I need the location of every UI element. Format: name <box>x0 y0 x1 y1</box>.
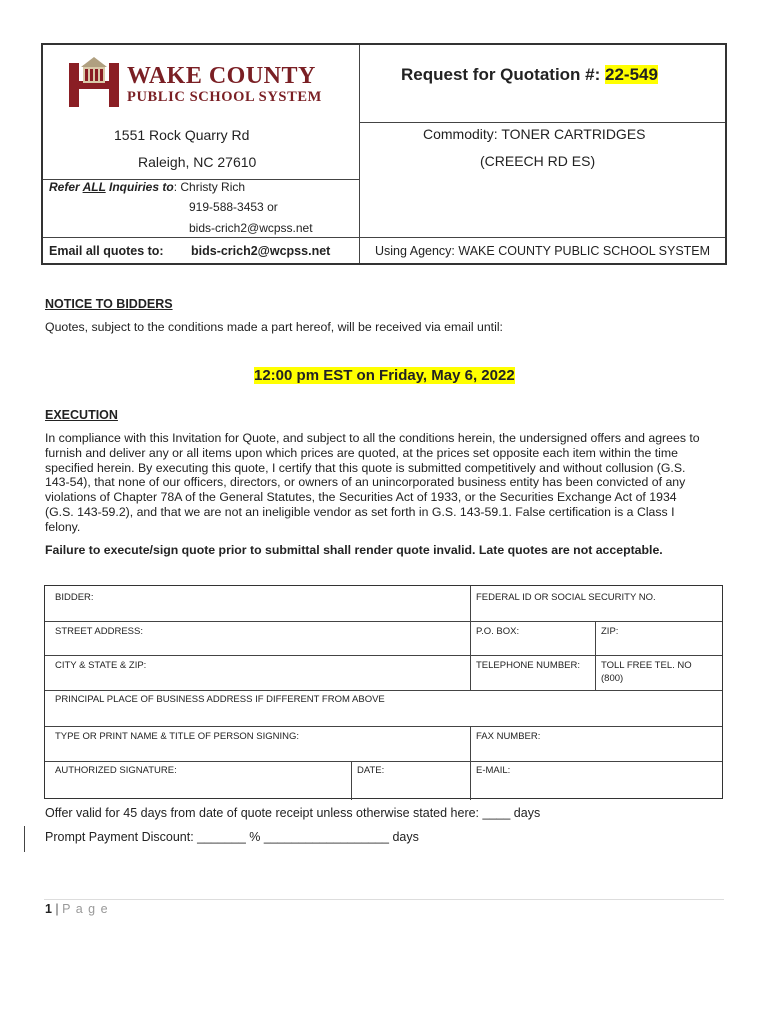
form-rule <box>595 621 596 690</box>
rfq-number: 22-549 <box>605 65 658 84</box>
header-divider <box>359 122 725 123</box>
inquiries-name: : Christy Rich <box>173 180 246 194</box>
toll-free-prefix: (800) <box>601 673 624 684</box>
page-number: 1 <box>45 902 52 916</box>
form-rule <box>45 726 722 727</box>
email-quotes-label: Email all quotes to: <box>49 244 164 258</box>
footer-rule <box>44 899 724 900</box>
header-divider <box>359 45 360 263</box>
email-quotes-value: bids-crich2@wcpss.net <box>191 244 331 258</box>
inquiries-all: ALL <box>82 180 106 194</box>
signature-field[interactable]: AUTHORIZED SIGNATURE: <box>55 765 177 776</box>
page-footer <box>45 902 109 916</box>
page-word: P a g e <box>62 902 109 916</box>
deadline: 12:00 pm EST on Friday, May 6, 2022 <box>254 367 515 384</box>
inquiries-line <box>49 180 245 194</box>
form-rule <box>45 621 722 622</box>
logo-title: WAKE COUNTY <box>127 63 316 89</box>
page-separator: | <box>51 902 63 916</box>
offer-valid-text: Offer valid for 45 days from date of quote receipt unless otherwise stated here: ____ days <box>45 806 541 820</box>
email-field[interactable]: E-MAIL: <box>476 765 511 776</box>
rfq-label: Request for Quotation #: <box>401 65 601 84</box>
notice-text: Quotes, subject to the conditions made a part hereof, will be received via email until: <box>45 320 503 334</box>
form-rule <box>45 761 722 762</box>
school-logo-icon <box>69 57 125 113</box>
date-field[interactable]: DATE: <box>357 765 385 776</box>
form-rule <box>470 726 471 800</box>
po-box-field[interactable]: P.O. BOX: <box>476 626 520 637</box>
inquiries-suffix: Inquiries to <box>105 180 174 194</box>
execution-line: specified herein. By executing this quote, I certify that this quote is submitted competitively and without collusion (G.S. <box>45 460 686 475</box>
execution-line: In compliance with this Invitation for Quote, and subject to all the conditions herein, the undersigned offers and agrees to <box>45 431 700 445</box>
address-line2: Raleigh, NC 27610 <box>138 154 257 170</box>
notice-title: NOTICE TO BIDDERS <box>45 297 173 311</box>
execution-line: (G.S. 143-59.2), and that we are not an ineligible vendor as set forth in G.S. 143-59.1. False certification is a Class I <box>45 504 675 519</box>
fax-field[interactable]: FAX NUMBER: <box>476 731 541 742</box>
header-box <box>41 43 727 265</box>
signer-name-field[interactable]: TYPE OR PRINT NAME & TITLE OF PERSON SIGNING: <box>55 731 300 742</box>
principal-address-field[interactable]: PRINCIPAL PLACE OF BUSINESS ADDRESS IF DIFFERENT FROM ABOVE <box>55 694 385 705</box>
commodity-sub: (CREECH RD ES) <box>480 153 596 169</box>
bidder-form <box>44 585 723 799</box>
rfq-title <box>401 65 658 85</box>
form-rule <box>45 690 722 691</box>
inquiries-prefix: Refer <box>49 180 83 194</box>
zip-field[interactable]: ZIP: <box>601 626 619 637</box>
execution-warning: Failure to execute/sign quote prior to submittal shall render quote invalid. Late quotes are not acceptable. <box>45 543 663 557</box>
execution-line: violations of Chapter 78A of the General Statutes, the Securities Act of 1933, or the Securities Exchange Act of 1934 <box>45 490 677 505</box>
bidder-field[interactable]: BIDDER: <box>55 592 94 603</box>
address-line1: 1551 Rock Quarry Rd <box>114 127 250 143</box>
street-address-field[interactable]: STREET ADDRESS: <box>55 626 143 637</box>
form-rule <box>45 655 722 656</box>
execution-line: felony. <box>45 519 81 534</box>
execution-line: furnish and deliver any or all items upon which prices are quoted, at the prices set opposite each item within the time <box>45 445 678 460</box>
form-rule <box>470 586 471 690</box>
execution-text <box>45 431 700 535</box>
form-rule <box>351 761 352 800</box>
header-divider <box>43 237 725 238</box>
using-agency: Using Agency: WAKE COUNTY PUBLIC SCHOOL SYSTEM <box>375 244 711 258</box>
change-bar <box>24 826 25 852</box>
federal-id-field[interactable]: FEDERAL ID OR SOCIAL SECURITY NO. <box>476 592 656 603</box>
logo-subtitle: PUBLIC SCHOOL SYSTEM <box>127 89 322 105</box>
inquiries-phone: 919-588-3453 or <box>189 200 278 214</box>
execution-title: EXECUTION <box>45 408 118 422</box>
execution-line: 143-54), that none of our officers, directors, or owners of an unincorporated business entity has been convicted of any <box>45 475 686 490</box>
toll-free-field[interactable]: TOLL FREE TEL. NO <box>601 660 692 671</box>
inquiries-email: bids-crich2@wcpss.net <box>189 221 313 235</box>
telephone-field[interactable]: TELEPHONE NUMBER: <box>476 660 580 671</box>
city-state-zip-field[interactable]: CITY & STATE & ZIP: <box>55 660 147 671</box>
commodity: Commodity: TONER CARTRIDGES <box>423 126 646 142</box>
prompt-payment-text: Prompt Payment Discount: _______ % __________________ days <box>45 830 419 844</box>
